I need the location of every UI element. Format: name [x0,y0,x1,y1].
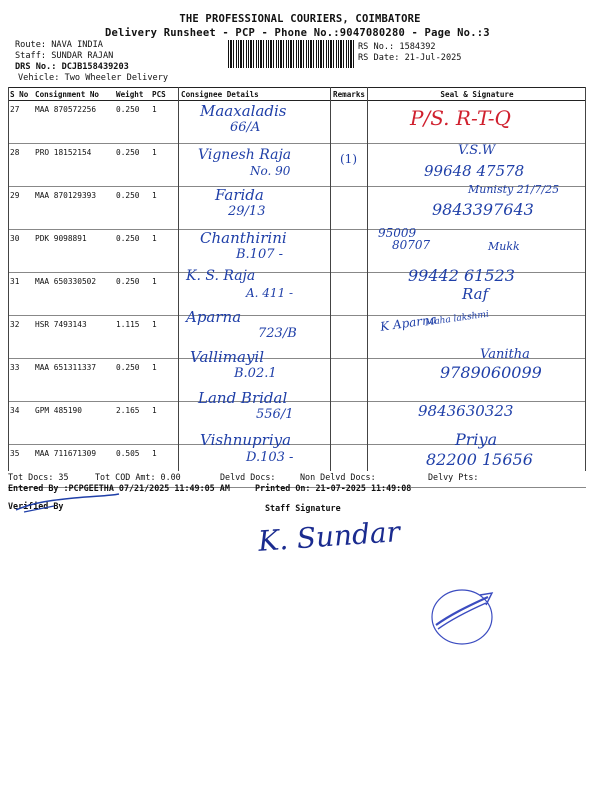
cell-weight: 0.505 [114,445,150,488]
hw-consignee-name: Farida [215,186,264,204]
verified-by-label: Verified By [8,501,64,511]
cell-pcs: 1 [150,316,179,359]
ink-stamp-mark [422,585,502,653]
col-consignment: Consignment No [33,88,114,101]
hw-seal-phone: 80707 [392,238,431,252]
cell-weight: 0.250 [114,359,150,402]
cell-consignment: GPM 485190 [33,402,114,445]
col-seal-signature: Seal & Signature [368,88,586,101]
hw-consignee-door: B.02.1 [234,366,277,381]
col-sno: S No [8,88,33,101]
table-rule [8,87,9,471]
hw-seal-signature: Priya [455,430,498,449]
total-docs: Tot Docs: 35 [8,472,69,482]
cell-remarks [331,273,368,316]
hw-consignee-door: A. 411 - [246,286,294,300]
printed-on: Printed On: 21-07-2025 11:49:08 [255,483,412,493]
hw-seal-signature: V.S.W [458,143,496,158]
hw-consignee-name: Aparna [186,308,242,326]
hw-consignee-door: 29/13 [228,204,266,219]
hw-consignee-door: 556/1 [256,407,294,422]
staff-signature-label: Staff Signature [265,503,341,513]
hw-consignee-door: 66/A [230,120,261,135]
cell-pcs: 1 [150,230,179,273]
runsheet-title: Delivery Runsheet - PCP - Phone No.:9047080280 - Page No.:3 [105,27,490,39]
table-rule [585,87,586,471]
cell-sno: 30 [8,230,33,273]
drs-number: DRS No.: DCJB158439203 [15,62,129,72]
route-label: Route: NAVA INDIA [15,40,103,50]
hw-seal-signature: Munisty 21/7/25 [468,183,560,196]
cell-consignment: MAA 650330502 [33,273,114,316]
cell-pcs: 1 [150,445,179,488]
col-consignee: Consignee Details [179,88,331,101]
hw-consignee-door: No. 90 [250,164,291,178]
cell-weight: 0.250 [114,230,150,273]
cell-consignment: PRO 18152154 [33,144,114,187]
cell-sno: 31 [8,273,33,316]
delivery-table [8,87,586,488]
cell-weight: 0.250 [114,144,150,187]
col-remarks: Remarks [331,88,368,101]
cell-consignment: HSR 7493143 [33,316,114,359]
non-delivered-docs: Non Delvd Docs: [300,472,376,482]
vehicle-label: Vehicle: Two Wheeler Delivery [18,73,169,83]
cell-pcs: 1 [150,359,179,402]
hw-consignee-name: Land Bridal [198,389,288,407]
col-pcs: PCS [150,88,179,101]
cell-remarks [331,230,368,273]
cell-sno: 34 [8,402,33,445]
cell-pcs: 1 [150,144,179,187]
hw-consignee-name: Vignesh Raja [198,147,292,163]
entered-by: Entered By :PCPGEETHA 07/21/2025 11:49:05 AM [8,483,230,493]
cell-sno: 29 [8,187,33,230]
cell-sno: 32 [8,316,33,359]
table-rule [178,87,179,471]
delivery-points: Delvy Pts: [428,472,479,482]
table-rule [367,87,368,471]
cell-remarks [331,402,368,445]
total-cod-amount: Tot COD Amt: 0.00 [95,472,181,482]
cell-weight: 0.250 [114,187,150,230]
hw-consignee-door: D.103 - [246,450,294,465]
hw-seal-phone: 95009 [378,226,417,240]
cell-consignment: MAA 870572256 [33,101,114,144]
cell-weight: 0.250 [114,101,150,144]
verifier-signature [14,492,124,516]
hw-seal-phone: 82200 15656 [426,450,533,469]
hw-seal-phone: 9843397643 [432,200,534,219]
hw-consignee-name: Chanthirini [200,229,287,247]
hw-consignee-name: K. S. Raja [186,268,256,284]
cell-consignment: PDK 9098891 [33,230,114,273]
cell-remarks [331,359,368,402]
hw-seal-signature: K Aparna [379,312,438,334]
cell-consignment: MAA 651311337 [33,359,114,402]
barcode-image [228,40,354,68]
hw-seal-signature: Maha lakshmi [424,309,490,329]
staff-label: Staff: SUNDAR RAJAN [15,51,114,61]
cell-consignment: MAA 711671309 [33,445,114,488]
rs-number: RS No.: 1584392 [358,42,436,52]
cell-consignment: MAA 870129393 [33,187,114,230]
table-header-row [8,88,586,101]
cell-pcs: 1 [150,273,179,316]
cell-weight: 0.250 [114,273,150,316]
hw-consignee-name: Vallimayil [190,348,265,366]
cell-pcs: 1 [150,101,179,144]
col-weight: Weight [114,88,150,101]
cell-sno: 27 [8,101,33,144]
hw-consignee-door: B.107 - [236,247,284,262]
hw-remark: (1) [340,152,357,166]
cell-sno: 33 [8,359,33,402]
hw-seal-signature: P/S. R-T-Q [410,106,511,130]
hw-seal-signature: Vanitha [480,347,530,362]
hw-seal-phone: 9789060099 [440,363,542,382]
cell-pcs: 1 [150,187,179,230]
hw-consignee-name: Vishnupriya [200,431,292,449]
hw-seal-phone: 9843630323 [418,402,514,420]
hw-consignee-name: Maaxaladis [200,102,287,120]
cell-weight: 1.115 [114,316,150,359]
delivered-docs: Delvd Docs: [220,472,276,482]
hw-seal-phone: 99648 47578 [424,162,525,180]
table-rule [330,87,331,471]
hw-consignee-door: 723/B [258,326,297,341]
cell-weight: 2.165 [114,402,150,445]
cell-remarks [331,101,368,144]
staff-signature: K. Sundar [257,515,401,558]
rs-date: RS Date: 21-Jul-2025 [358,53,462,63]
cell-remarks [331,316,368,359]
hw-seal-phone: 99442 61523 [408,266,515,285]
cell-remarks [331,187,368,230]
company-title: THE PROFESSIONAL COURIERS, COIMBATORE [179,13,421,25]
cell-sno: 28 [8,144,33,187]
cell-sno: 35 [8,445,33,488]
hw-seal-signature: Raf [462,285,489,303]
cell-pcs: 1 [150,402,179,445]
hw-seal-signature: Mukk [488,240,520,253]
